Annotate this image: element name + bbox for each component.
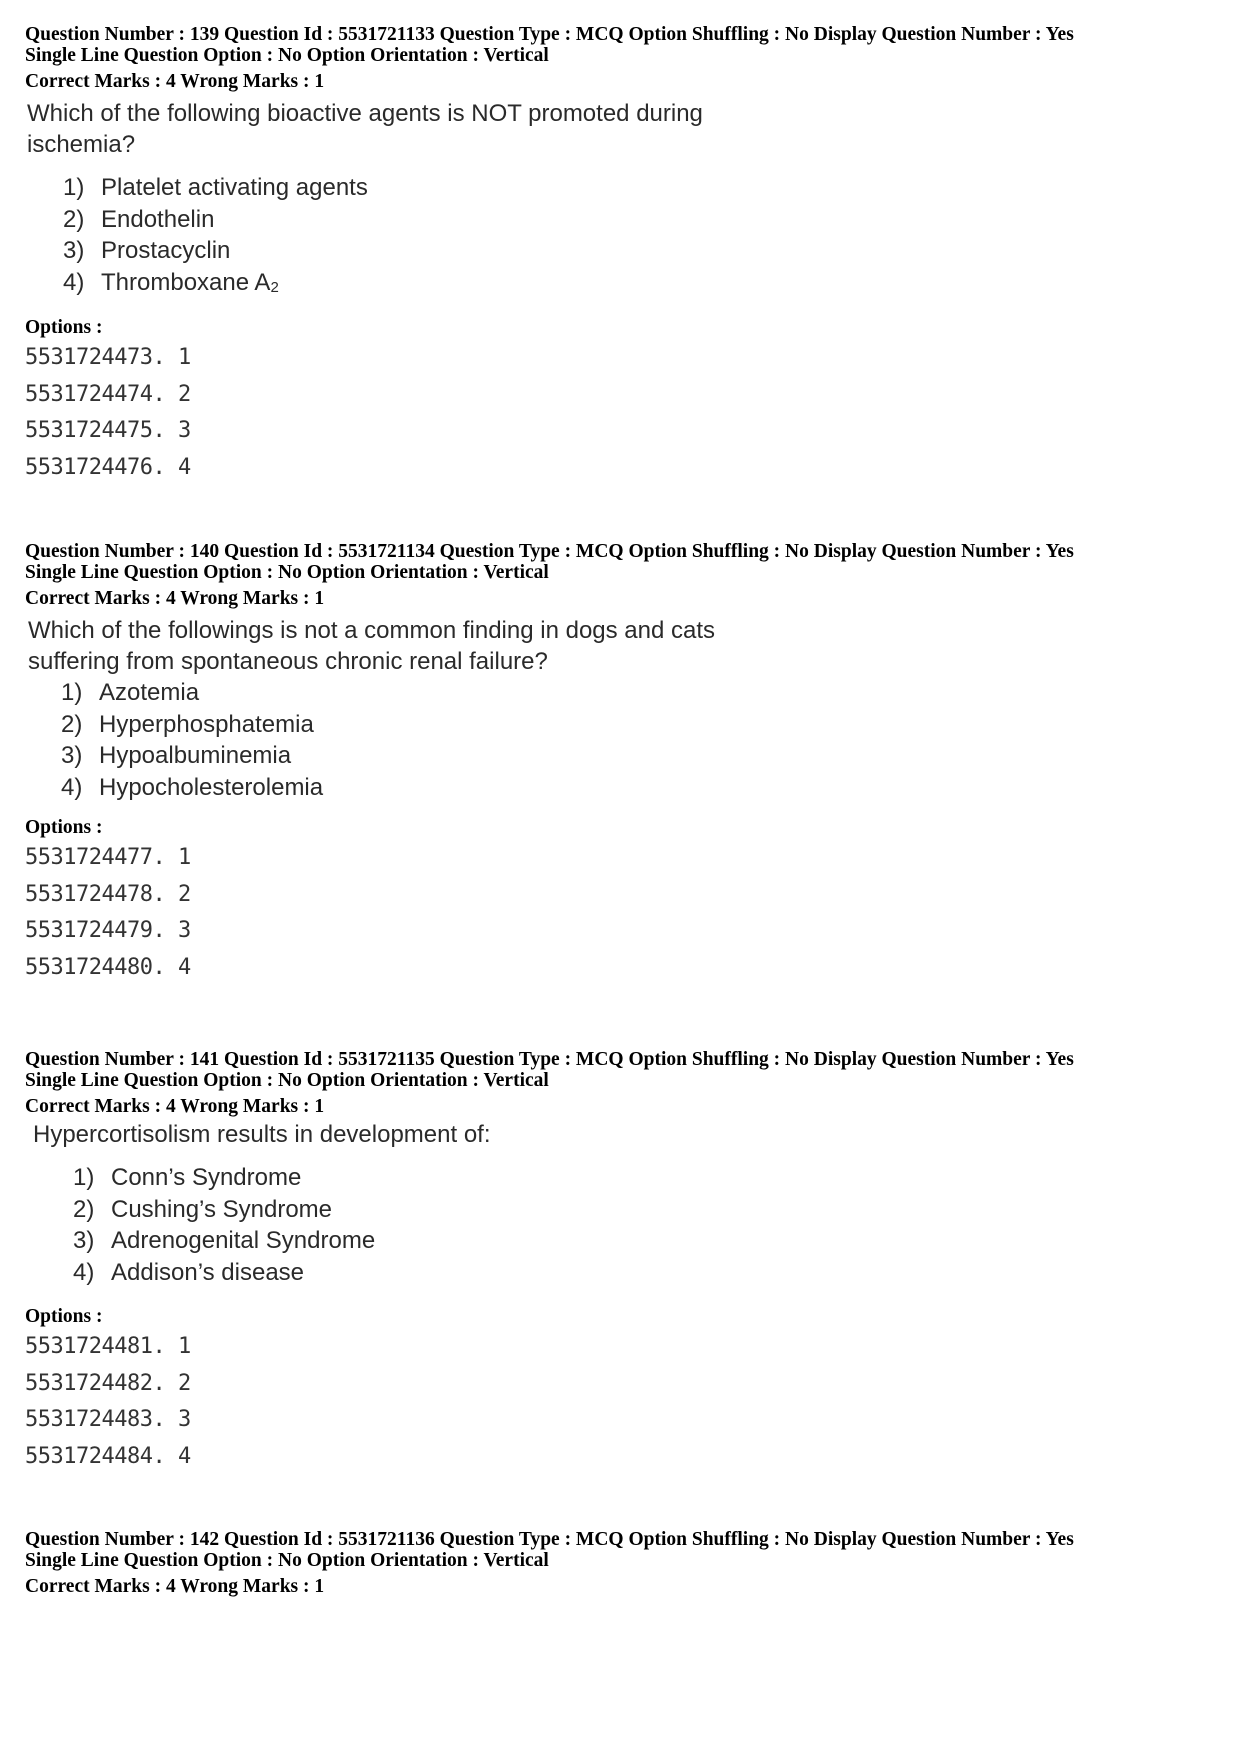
option-id: 5531724473. 1 (25, 345, 191, 370)
choice-list (61, 677, 1218, 803)
question-meta-line: Question Number : 140 Question Id : 5531721134 Question Type : MCQ Option Shuffling : No Display Question Number : Yes (25, 541, 1074, 562)
choice-item (73, 1257, 1223, 1289)
question-meta-line: Single Line Question Option : No Option Orientation : Vertical (25, 562, 549, 583)
choice-text: Platelet activating agents (101, 174, 368, 201)
choice-item (73, 1225, 1223, 1257)
option-id: 5531724482. 2 (25, 1370, 191, 1396)
option-id: 5531724478. 2 (25, 881, 191, 907)
choice-number: 2) (61, 710, 83, 738)
question-meta-line: Question Number : 141 Question Id : 5531721135 Question Type : MCQ Option Shuffling : No Display Question Number : Yes (25, 1049, 1074, 1070)
choice-item (61, 709, 1218, 741)
question-meta (25, 541, 1215, 583)
question-image (28, 615, 1218, 803)
option-id-list (25, 340, 1215, 486)
choice-item (61, 772, 1218, 804)
option-id: 5531724474. 2 (25, 381, 191, 407)
choice-list (73, 1162, 1223, 1288)
choice-number: 3) (61, 742, 83, 769)
question-marks: Correct Marks : 4 Wrong Marks : 1 (25, 1576, 325, 1597)
options-heading: Options : (25, 1306, 103, 1327)
choice-item (73, 1194, 1223, 1226)
question-text-line: Which of the followings is not a common finding in dogs and cats (28, 617, 716, 644)
choice-text: Addison’s disease (111, 1258, 305, 1286)
choice-number: 4) (73, 1258, 95, 1286)
choice-text: Cushing’s Syndrome (111, 1195, 333, 1223)
option-id-list (25, 1329, 1215, 1475)
options-heading: Options : (25, 817, 103, 838)
choice-text: Conn’s Syndrome (111, 1164, 302, 1191)
question-meta (25, 24, 1215, 66)
question-meta-line: Question Number : 139 Question Id : 5531721133 Question Type : MCQ Option Shuffling : No Display Question Number : Yes (25, 24, 1074, 45)
choice-number: 1) (63, 174, 85, 201)
choice-subscript: 2 (270, 278, 279, 296)
question-meta-line: Question Number : 142 Question Id : 5531721136 Question Type : MCQ Option Shuffling : No Display Question Number : Yes (25, 1529, 1074, 1550)
choice-number: 4) (63, 268, 85, 296)
question-image (27, 98, 1217, 303)
choice-item (63, 267, 1217, 304)
question-block (25, 1049, 1215, 1475)
choice-number: 1) (61, 679, 83, 706)
question-meta-line: Single Line Question Option : No Option Orientation : Vertical (25, 1550, 549, 1571)
choice-text: Thromboxane A (101, 268, 271, 296)
choice-item (63, 172, 1217, 204)
question-marks: Correct Marks : 4 Wrong Marks : 1 (25, 1096, 325, 1117)
choice-list (63, 172, 1217, 303)
choice-item (63, 235, 1217, 267)
choice-item (63, 204, 1217, 236)
options-heading: Options : (25, 317, 103, 338)
choice-text: Adrenogenital Syndrome (111, 1227, 376, 1254)
option-id: 5531724484. 4 (25, 1443, 191, 1469)
option-id: 5531724477. 1 (25, 845, 191, 870)
choice-text: Hyperphosphatemia (99, 710, 314, 738)
choice-number: 2) (73, 1195, 95, 1223)
choice-number: 1) (73, 1164, 95, 1191)
question-meta (25, 1529, 1215, 1571)
choice-text: Azotemia (99, 679, 200, 706)
option-id: 5531724483. 3 (25, 1407, 191, 1432)
question-text-line: suffering from spontaneous chronic renal failure? (28, 648, 548, 675)
question-image (33, 1119, 1223, 1288)
choice-text: Hypocholesterolemia (99, 773, 324, 801)
question-block (25, 541, 1215, 986)
choice-text: Prostacyclin (101, 237, 231, 264)
option-id-list (25, 840, 1215, 986)
option-id: 5531724480. 4 (25, 954, 191, 980)
question-text-line: Hypercortisolism results in development of: (33, 1121, 491, 1148)
question-marks: Correct Marks : 4 Wrong Marks : 1 (25, 71, 325, 92)
question-block (25, 1529, 1215, 1597)
question-marks: Correct Marks : 4 Wrong Marks : 1 (25, 588, 325, 609)
option-id: 5531724479. 3 (25, 918, 191, 943)
choice-text: Hypoalbuminemia (99, 742, 292, 769)
choice-item (61, 740, 1218, 772)
choice-number: 4) (61, 773, 83, 801)
question-meta (25, 1049, 1215, 1091)
question-text-line: ischemia? (27, 131, 136, 158)
question-text-line: Which of the following bioactive agents is NOT promoted during (27, 100, 703, 127)
option-id: 5531724475. 3 (25, 418, 191, 443)
choice-item (61, 677, 1218, 709)
choice-text: Endothelin (101, 205, 215, 233)
option-id: 5531724481. 1 (25, 1334, 191, 1359)
choice-number: 3) (73, 1227, 95, 1254)
choice-number: 3) (63, 237, 85, 264)
option-id: 5531724476. 4 (25, 454, 191, 480)
question-meta-line: Single Line Question Option : No Option Orientation : Vertical (25, 1070, 549, 1091)
choice-item (73, 1162, 1223, 1194)
choice-number: 2) (63, 205, 85, 233)
question-meta-line: Single Line Question Option : No Option Orientation : Vertical (25, 45, 549, 66)
question-block (25, 24, 1215, 486)
